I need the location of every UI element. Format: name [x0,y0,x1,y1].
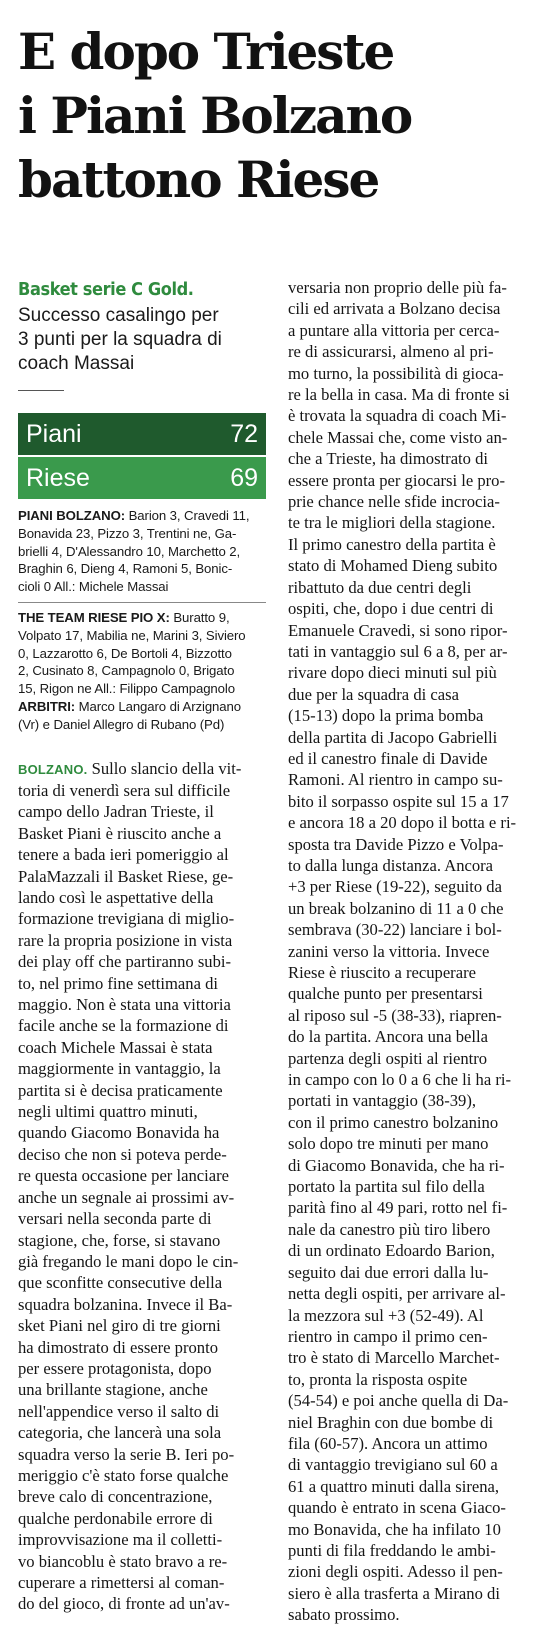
article-line: qualche perdonabile errore di [18,1508,213,1528]
article-line: toria di venerdì sera sul difficile [18,780,231,800]
box-line [18,609,266,627]
article-line: tenere a bada ieri pomeriggio al [18,845,229,865]
article-line: Basket Piani è riuscito anche a [18,823,222,843]
article-line: 61 a quattro minuti dalla sirena, [288,1476,500,1496]
score-row-home [18,413,266,455]
article-line: due per la squadra di casa [288,684,459,704]
article-line: squadra verso la serie B. Ieri po- [18,1444,235,1464]
headline [18,20,530,212]
box-line: Volpato 17, Mabilia ne, Marini 3, Siviero [18,627,246,643]
article-line: prie chance nelle sfide incrocia- [288,492,500,512]
article-line: zanini verso la vittoria. Invece [288,941,490,961]
article-line [18,758,266,780]
article-line: un break bolzanino di 11 a 0 che [288,898,504,918]
article-line: nell'appendice verso il salto di [18,1401,220,1421]
article-line: zioni degli ospiti. Adesso il pen- [288,1562,503,1582]
article-line: rare la propria posizione in vista [18,930,233,950]
article-line: ospiti, che, dopo i due centri di [288,599,494,619]
article-line: solo dopo tre minuti per mano [288,1134,489,1154]
article-line: essere pronta per giocarsi le pro- [288,470,506,490]
article-line: al riposo sul -5 (38-33), riapren- [288,1005,502,1025]
article-line: seguito dai due errori dalla lu- [288,1262,489,1282]
subtitle-line: Successo casalingo per [18,305,219,326]
box-team-label: THE TEAM RIESE PIO X: [18,609,170,625]
box-team-label: PIANI BOLZANO: [18,508,126,523]
headline-line: battono Riese [18,150,379,209]
article-line: Riese è riuscito a recuperare [288,963,476,982]
article-line: partenza degli ospiti al rientro [288,1048,488,1068]
article-line: cuperare a rimettersi al coman- [18,1573,225,1592]
article-line: nale da canestro più tiro libero [288,1219,491,1239]
score-row-away [18,457,266,499]
article-line: anche un segnale ai prossimi av- [18,1187,235,1207]
article-line: ha dimostrato di essere pronto [18,1337,219,1357]
article-line: +3 per Riese (19-22), seguito da [288,877,502,897]
article-line: siero è alla trasferta a Mirano di [288,1583,500,1603]
article-line: parità fino al 49 pari, rotto nel fi- [288,1198,508,1218]
article-line: qualche punto per presentarsi [288,984,483,1004]
article-line: versaria non proprio delle più fa- [288,278,507,297]
box-text: Buratto 9, [169,609,230,625]
box-line: 15, Rigon ne All.: Filippo Campagnolo [18,681,235,697]
left-column [18,278,266,1615]
article-line: stagione, che, forse, si stavano [18,1230,221,1250]
article-line: sposta tra Davide Pizzo e Volpa- [288,834,504,854]
article-line: (54-54) e poi anche quella di Da- [288,1391,509,1411]
article-line: tro è stato di Marcello Marchet- [288,1348,500,1368]
article-line: partita si è decisa praticamente [18,1080,223,1100]
right-column [288,277,538,1626]
article-line: una brillante stagione, anche [18,1380,208,1400]
article-line: que sconfitte consecutive della [18,1273,223,1293]
article-line: categoria, che lancerà una sola [18,1423,222,1443]
team-score: 72 [230,419,258,448]
referees-label: ARBITRI: [18,698,76,714]
article-line: te tra le migliori della stagione. [288,513,496,533]
article-line: ribattuto da due centri degli [288,577,472,597]
article-line: to, pronta la risposta ospite [288,1369,468,1389]
box-line [18,507,266,525]
article-line: netta degli ospiti, per arrivare al- [288,1284,506,1304]
article-line: di Giacomo Bonavida, che ha ri- [288,1155,505,1175]
article-body-left [18,758,266,1615]
article-line: è trovata la squadra di coach Mi- [288,406,507,426]
article-line: facile anche se la formazione di [18,1016,229,1036]
divider [18,390,64,391]
article-line: di vantaggio trevigiano sul 60 a [288,1455,498,1475]
article-line: mo turno, la possibilità di gioca- [288,363,504,383]
article-line: meriggio c'è stato forse qualche [18,1465,229,1485]
article-line: mo Bonavida, che ha infilato 10 [288,1519,501,1539]
article-line: per essere protagonista, dopo [18,1358,212,1378]
box-line: cioli 0 All.: Michele Massai [18,579,169,595]
article-line: do la partita. Ancora una bella [288,1027,488,1047]
article-line: tati in vantaggio sul 6 a 8, per ar- [288,641,508,661]
article-line: Il primo canestro della partita è [288,534,496,554]
article-line: to, nel primo fine settimana di [18,973,219,993]
referees-line [18,698,266,716]
article-text: Sullo slancio della vit- [87,758,242,778]
article-line: improvvisazione ma il colletti- [18,1530,223,1550]
box-score-away [18,609,266,734]
article-line: portati in vantaggio (38-39), [288,1091,477,1111]
article-line: do del gioco, di fronte ad un'av- [18,1594,230,1614]
article-line: formazione trevigiana di miglio- [18,909,235,929]
box-line: 0, Lazzarotto 6, De Bortoli 4, Bizzotto [18,645,232,661]
referees-line: (Vr) e Daniel Allegro di Rubano (Pd) [18,716,225,732]
article-line: maggiormente in vantaggio, la [18,1059,221,1079]
box-line: 2, Cusinato 8, Campagnolo 0, Brigato [18,663,235,679]
article-line: quando Giacomo Bonavida ha [18,1123,220,1143]
article-line: (15-13) dopo la prima bomba [288,706,484,726]
article-line: deciso che non si poteva perde- [18,1144,227,1164]
kicker: Basket serie C Gold. [18,279,194,300]
article-line: con il primo canestro bolzanino [288,1112,499,1132]
box-line: Braghin 6, Dieng 4, Ramoni 5, Bonic- [18,561,233,577]
article-line: stato di Mohamed Dieng subito [288,556,498,576]
article-line: sket Piani nel giro di tre giorni [18,1316,221,1336]
referees-text: Marco Langaro di Arzignano [75,698,241,714]
article-line: niel Braghin con due bombe di [288,1412,494,1432]
article-line: a puntare alla vittoria per cerca- [288,320,500,340]
article-line: maggio. Non è stata una vittoria [18,995,231,1015]
box-text: Barion 3, Cravedi 11, [125,508,250,523]
article-line: già fregando le mani dopo le cin- [18,1251,239,1271]
article-line: in campo con lo 0 a 6 che li ha ri- [288,1070,512,1090]
article-line: vo biancoblu è stato bravo a re- [18,1551,228,1571]
box-line: Bonavida 23, Pizzo 3, Trentini ne, Ga- [18,525,237,541]
article-line: PalaMazzali il Basket Riese, ge- [18,866,234,886]
article-line: sabato prossimo. [288,1605,400,1625]
article-line: chele Massai che, come visto an- [288,427,508,447]
article-line: che a Trieste, ha dimostrato di [288,449,489,469]
article-line: della partita di Jacopo Gabrielli [288,727,498,747]
team-name: Piani [26,419,82,448]
article-line: lando così le aspettative della [18,888,214,907]
article-line: ed il canestro finale di Davide [288,748,488,768]
article-line: versari nella seconda parte di [18,1209,212,1229]
box-line: brielli 4, D'Alessandro 10, Marchetto 2, [18,543,241,559]
article-line: dei play off che partiranno subi- [18,952,232,972]
headline-line: E dopo Trieste [18,22,394,81]
article-line: di un ordinato Edoardo Barion, [288,1241,495,1261]
article-line: e ancora 18 a 20 dopo il botta e ri- [288,813,517,833]
subtitle [18,304,266,376]
team-name: Riese [26,463,90,492]
article-line: bito il sorpasso ospite sul 15 a 17 [288,791,509,811]
box-score-home [18,507,266,603]
article-line: punti di fila freddando le ambi- [288,1540,496,1560]
article-line: fila (60-57). Ancora un attimo [288,1433,488,1453]
article-line: re questa occasione per lanciare [18,1166,229,1186]
article-line: rivare dopo dieci minuti sul più [288,663,497,683]
article-line: negli ultimi quattro minuti, [18,1102,198,1122]
dateline: BOLZANO. [18,761,88,777]
headline-line: i Piani Bolzano [18,86,412,145]
scoreboard [18,413,266,499]
article-line: breve calo di concentrazione, [18,1487,213,1507]
article-line: Emanuele Cravedi, si sono ripor- [288,620,508,640]
article-line: campo dello Jadran Trieste, il [18,802,214,822]
article-line: la mezzora sul +3 (52-49). Al [288,1305,484,1325]
subtitle-line: 3 punti per la squadra di [18,329,222,350]
article-body-right [288,277,538,1626]
article-line: to dalla lunga distanza. Ancora [288,855,494,875]
article-line: squadra bolzanina. Invece il Ba- [18,1294,233,1314]
article-line: coach Michele Massai è stata [18,1037,213,1057]
article-line: re la bella in casa. Ma di fronte si [288,385,510,405]
article-line: re di assicurarsi, almeno al pri- [288,342,494,362]
article-line: sembrava (30-22) lanciare i bol- [288,920,502,940]
article-line: rientro in campo il primo cen- [288,1326,488,1346]
team-score: 69 [230,463,258,492]
article-line: quando è entrato in scena Giaco- [288,1498,506,1518]
article-line: cili ed arrivata a Bolzano decisa [288,299,501,319]
article-line: Ramoni. Al rientro in campo su- [288,770,503,790]
article-line: portato la partita sul filo della [288,1177,485,1197]
subtitle-line: coach Massai [18,353,135,374]
